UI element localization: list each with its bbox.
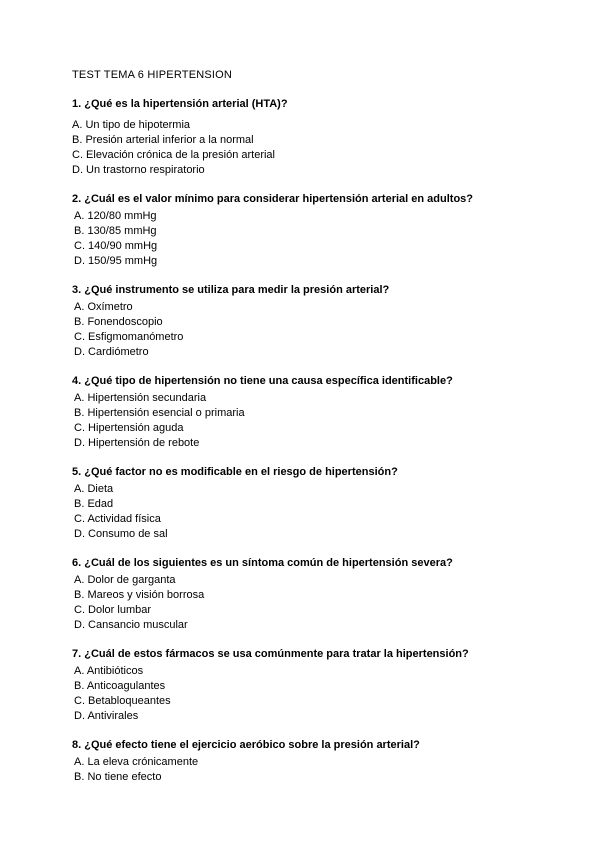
answer-option-c: C. Esfigmomanómetro	[74, 331, 184, 343]
answer-options	[72, 118, 542, 178]
answer-option-d: D. 150/95 mmHg	[74, 255, 158, 267]
question-text: 3. ¿Qué instrumento se utiliza para medir la presión arterial?	[72, 284, 390, 296]
answer-option-d: D. Un trastorno respiratorio	[72, 164, 205, 176]
answer-option-d: D. Cansancio muscular	[74, 619, 188, 631]
answer-options	[72, 482, 542, 542]
answer-option-d: D. Cardiómetro	[74, 346, 149, 358]
question-text: 8. ¿Qué efecto tiene el ejercicio aeróbico sobre la presión arterial?	[72, 739, 420, 751]
answer-options	[72, 300, 542, 360]
answer-option-a: A. 120/80 mmHg	[74, 210, 157, 222]
answer-options	[72, 755, 542, 785]
answer-option-a: A. Oxímetro	[74, 301, 133, 313]
question-7	[72, 647, 542, 724]
answer-option-a: A. Dieta	[74, 483, 114, 495]
answer-option-a: A. Antibióticos	[74, 665, 144, 677]
answer-option-b: B. 130/85 mmHg	[74, 225, 157, 237]
question-1	[72, 97, 542, 178]
answer-option-c: C. Dolor lumbar	[74, 604, 152, 616]
answer-option-a: A. Dolor de garganta	[74, 574, 176, 586]
answer-option-b: B. No tiene efecto	[74, 771, 162, 783]
answer-option-c: C. 140/90 mmHg	[74, 240, 158, 252]
answer-option-b: B. Edad	[74, 498, 114, 510]
question-text: 6. ¿Cuál de los siguientes es un síntoma común de hipertensión severa?	[72, 557, 453, 569]
question-8	[72, 738, 542, 785]
question-text: 2. ¿Cuál es el valor mínimo para considerar hipertensión arterial en adultos?	[72, 193, 474, 205]
answer-option-b: B. Anticoagulantes	[74, 680, 166, 692]
answer-option-c: C. Hipertensión aguda	[74, 422, 184, 434]
question-text: 1. ¿Qué es la hipertensión arterial (HTA)?	[72, 98, 288, 110]
answer-option-d: D. Hipertensión de rebote	[74, 437, 200, 449]
question-text: 5. ¿Qué factor no es modificable en el riesgo de hipertensión?	[72, 466, 398, 478]
answer-option-c: C. Betabloqueantes	[74, 695, 171, 707]
question-text: 4. ¿Qué tipo de hipertensión no tiene una causa específica identificable?	[72, 375, 453, 387]
document-page	[72, 68, 542, 799]
answer-option-d: D. Consumo de sal	[74, 528, 168, 540]
answer-option-b: B. Presión arterial inferior a la normal	[72, 134, 254, 146]
question-6	[72, 556, 542, 633]
question-2	[72, 192, 542, 269]
answer-option-a: A. Un tipo de hipotermia	[72, 119, 191, 131]
answer-option-a: A. La eleva crónicamente	[74, 756, 199, 768]
answer-option-b: B. Mareos y visión borrosa	[74, 589, 205, 601]
question-5	[72, 465, 542, 542]
answer-options	[72, 573, 542, 633]
answer-option-a: A. Hipertensión secundaria	[74, 392, 207, 404]
answer-option-d: D. Antivirales	[74, 710, 139, 722]
answer-option-b: B. Hipertensión esencial o primaria	[74, 407, 245, 419]
document-title: TEST TEMA 6 HIPERTENSION	[72, 69, 233, 81]
answer-options	[72, 209, 542, 269]
answer-option-b: B. Fonendoscopio	[74, 316, 163, 328]
question-text: 7. ¿Cuál de estos fármacos se usa comúnmente para tratar la hipertensión?	[72, 648, 469, 660]
question-4	[72, 374, 542, 451]
answer-option-c: C. Elevación crónica de la presión arterial	[72, 149, 275, 161]
answer-option-c: C. Actividad física	[74, 513, 161, 525]
answer-options	[72, 391, 542, 451]
answer-options	[72, 664, 542, 724]
question-3	[72, 283, 542, 360]
